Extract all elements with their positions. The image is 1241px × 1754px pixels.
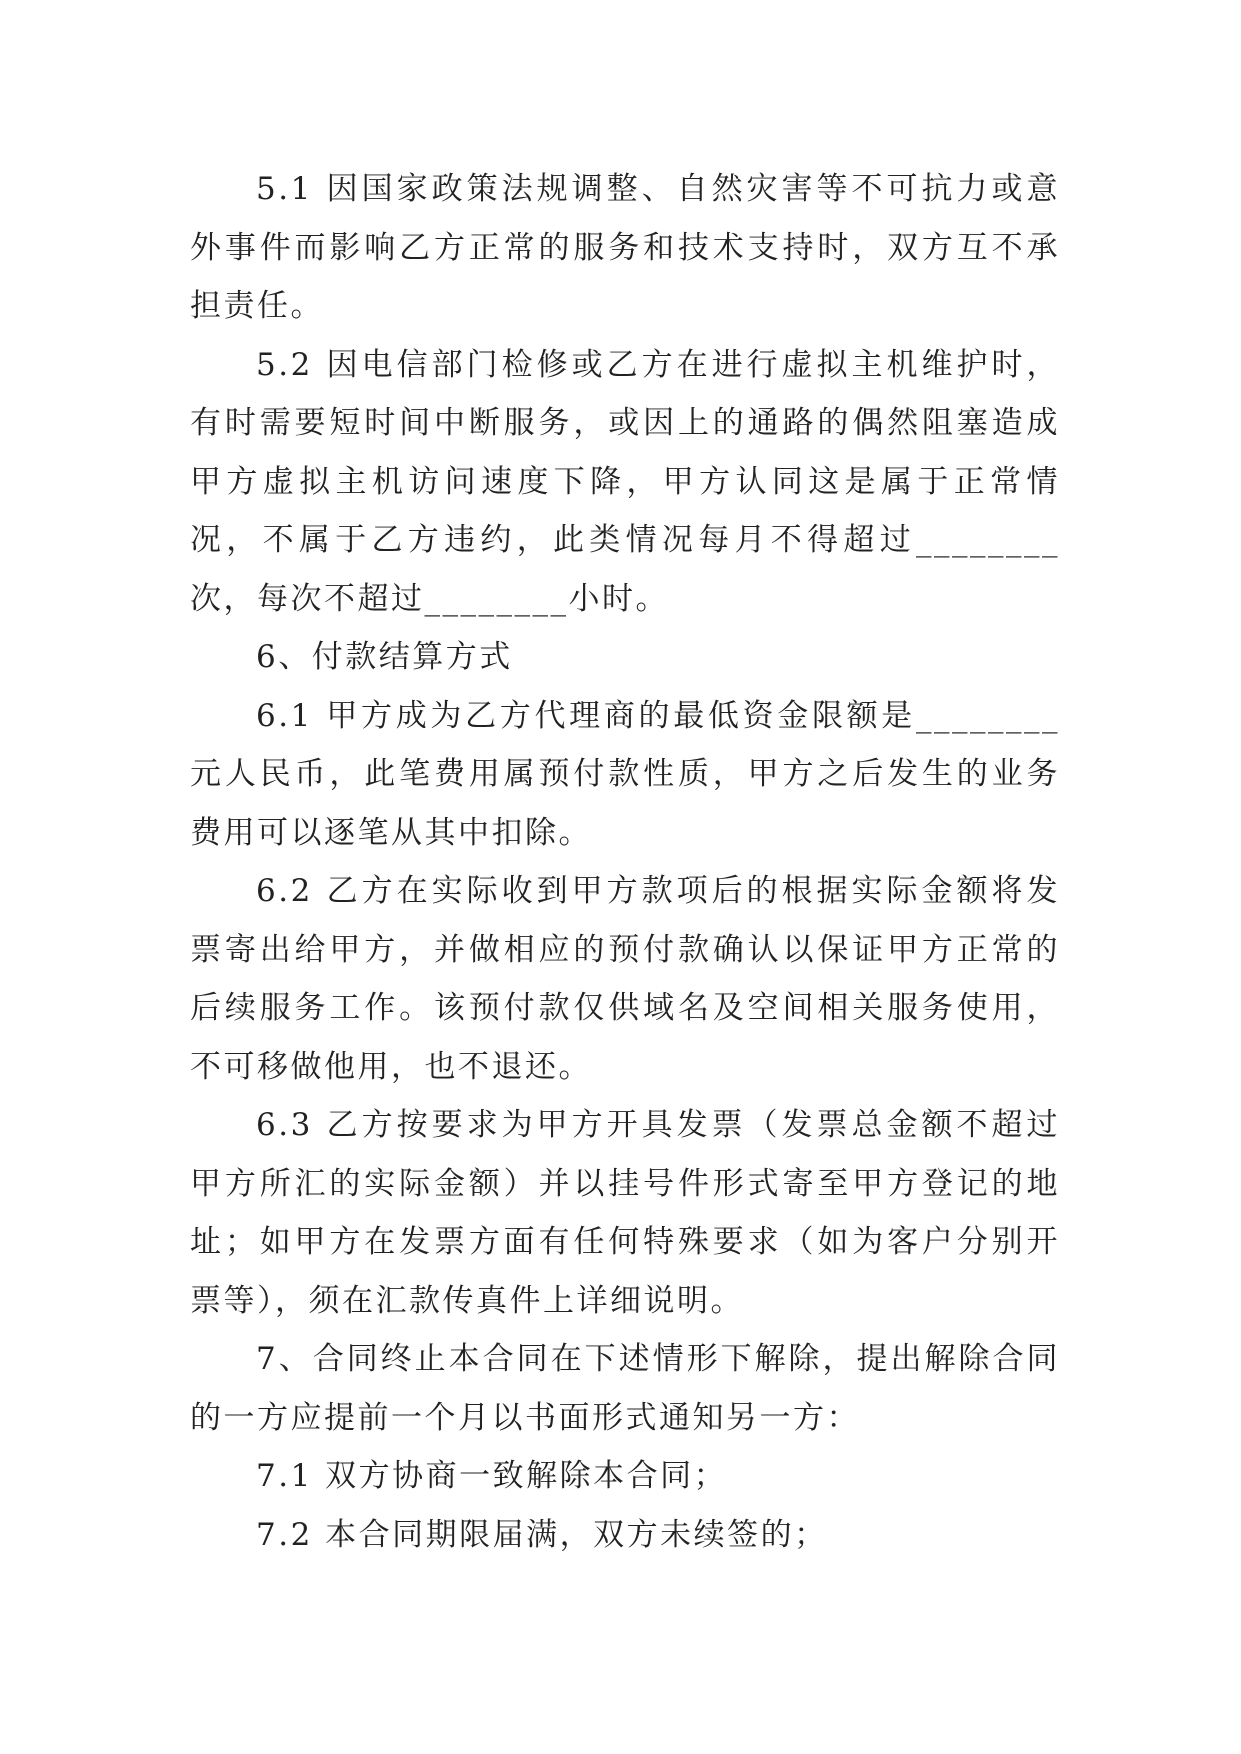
clause-6-1: 6.1 甲方成为乙方代理商的最低资金限额是________元人民币，此笔费用属预付款性质，甲方之后发生的业务费用可以逐笔从其中扣除。 bbox=[190, 697, 1060, 851]
clause-6-3: 6.3 乙方按要求为甲方开具发票（发票总金额不超过甲方所汇的实际金额）并以挂号件形式寄至甲方登记的地址；如甲方在发票方面有任何特殊要求（如为客户分别开票等），须在汇款传真件上详细说明。 bbox=[190, 1107, 1060, 1319]
document-body bbox=[190, 160, 1060, 1564]
clause-5-1: 5.1 因国家政策法规调整、自然灾害等不可抗力或意外事件而影响乙方正常的服务和技术支持时，双方互不承担责任。 bbox=[190, 171, 1060, 324]
clause-7-1: 7.1 双方协商一致解除本合同； bbox=[256, 1458, 728, 1494]
clause-7-2: 7.2 本合同期限届满，双方未续签的； bbox=[256, 1516, 828, 1553]
section-7-heading: 7、合同终止本合同在下述情形下解除，提出解除合同的一方应提前一个月以书面形式通知另一方： bbox=[190, 1341, 1060, 1436]
clause-6-2: 6.2 乙方在实际收到甲方款项后的根据实际金额将发票寄出给甲方，并做相应的预付款确认以保证甲方正常的后续服务工作。该预付款仅供域名及空间相关服务使用，不可移做他用，也不退还。 bbox=[190, 873, 1060, 1085]
clause-5-2: 5.2 因电信部门检修或乙方在进行虚拟主机维护时，有时需要短时间中断服务，或因上的通路的偶然阻塞造成甲方虚拟主机访问速度下降，甲方认同这是属于正常情况，不属于乙方违约，此类情况每月不得超过________次，每次不超过________小时。 bbox=[190, 346, 1060, 617]
section-6-heading: 6、付款结算方式 bbox=[256, 639, 513, 675]
